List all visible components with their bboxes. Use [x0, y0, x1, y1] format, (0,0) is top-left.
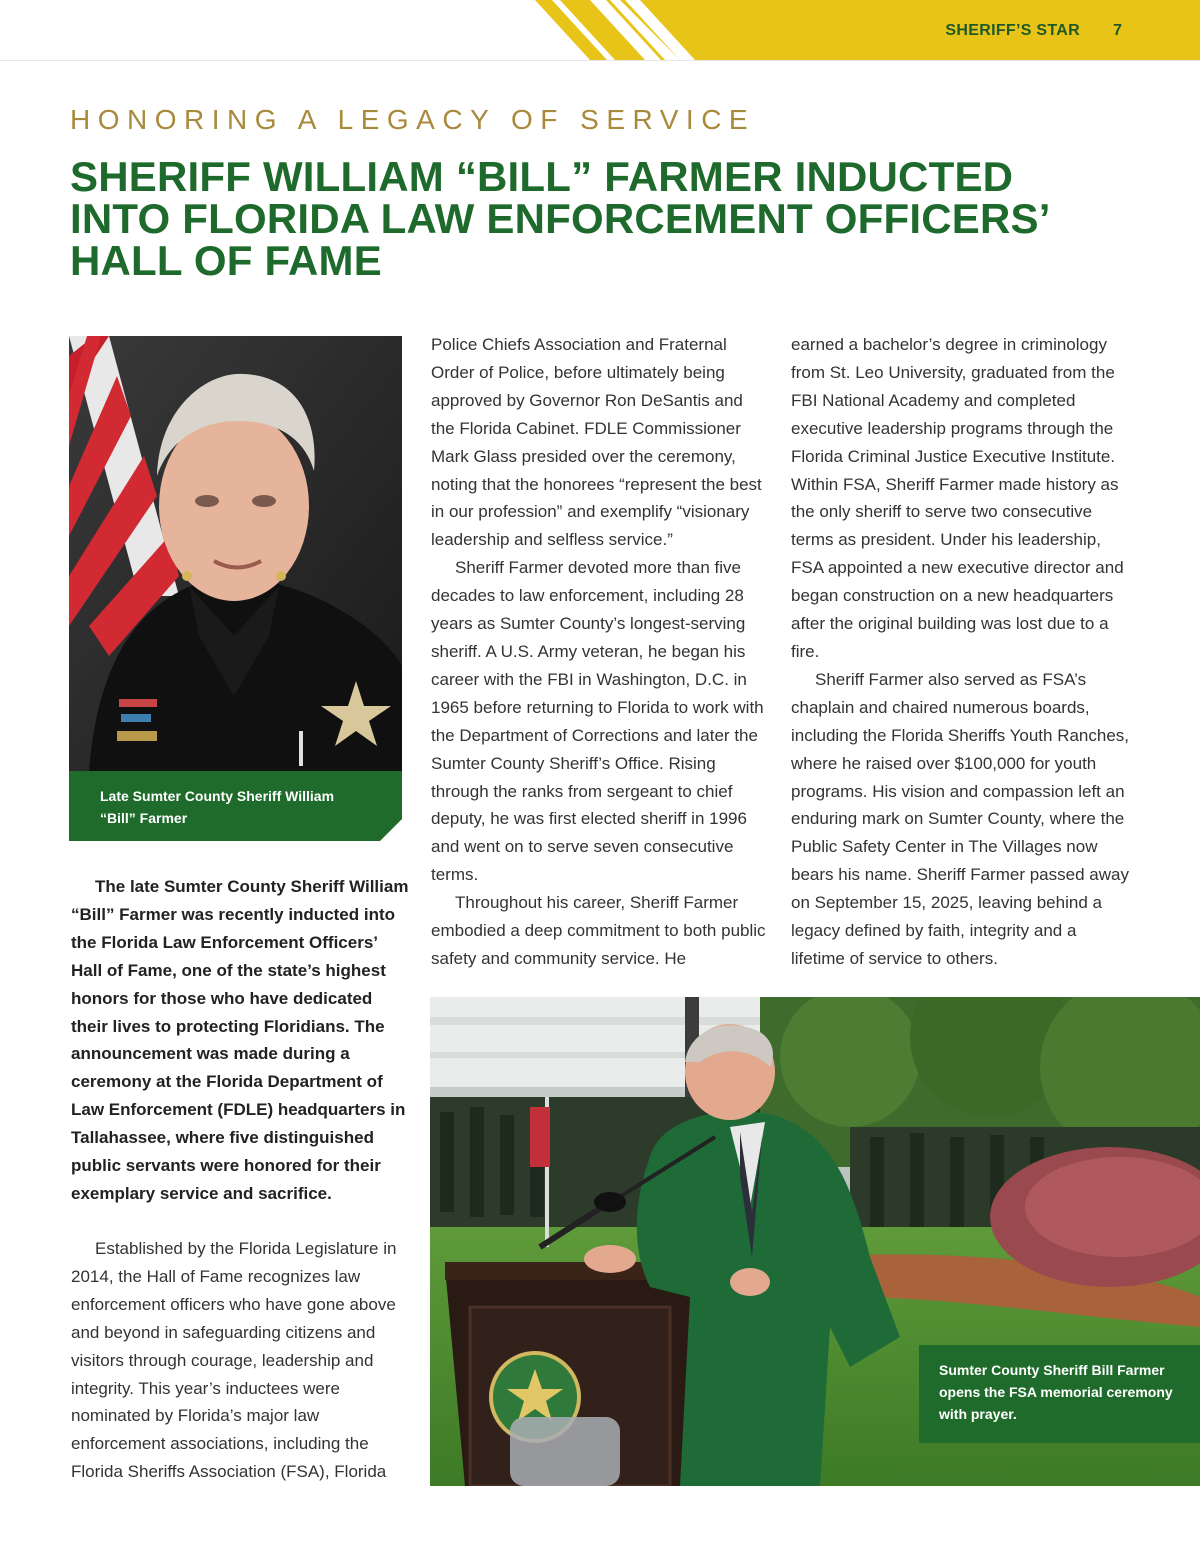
article-column-3	[791, 331, 1131, 973]
body-paragraph: Throughout his career, Sheriff Farmer embodied a deep commitment to both public safety and community service. He	[431, 893, 766, 968]
body-paragraph: earned a bachelor’s degree in criminology from St. Leo University, graduated from the FBI National Academy and completed executive leadership programs through the Florida Criminal Justice Executive Institute. Within FSA, Sheriff Farmer made history as the only sheriff to serve two consecutive terms as president. Under his leadership, FSA appointed a new executive director and began construction on a new headquarters after the original building was lost due to a fire.	[791, 335, 1124, 661]
article-column-1	[71, 1235, 411, 1486]
body-paragraph: Sheriff Farmer also served as FSA’s chaplain and chaired numerous boards, including the Florida Sheriffs Youth Ranches, where he raised over $100,000 for youth programs. His vision and compassion left an enduring mark on Sumter County, where the Public Safety Center in The Villages now bears his name. Sheriff Farmer passed away on September 15, 2025, leaving behind a legacy defined by faith, integrity and a lifetime of service to others.	[791, 669, 1130, 968]
body-paragraph: Police Chiefs Association and Fraternal Order of Police, before ultimately being approved by Governor Ron DeSantis and the Florida Cabinet. FDLE Commissioner Mark Glass presided over the ceremony, noting that the honorees “represent the best in our profession” and exemplify “visionary leadership and selfless service.”	[431, 335, 762, 550]
article-lead	[71, 873, 411, 1208]
headline-line: INTO FLORIDA LAW ENFORCEMENT OFFICERS’	[70, 195, 1051, 242]
sheriff-portrait-photo	[69, 336, 402, 772]
page-number: 7	[1113, 22, 1122, 39]
page-header	[0, 0, 1200, 61]
lead-paragraph: The late Sumter County Sheriff William “Bill” Farmer was recently inducted into the Florida Law Enforcement Officers’ Hall of Fame, one of the state’s highest honors for those who have dedicated their lives to protecting Floridians. The announcement was made during a ceremony at the Florida Department of Law Enforcement (FDLE) headquarters in Tallahassee, where five distinguished public servants were honored for their exemplary service and sacrifice.	[71, 877, 409, 1203]
article-column-2	[431, 331, 771, 973]
body-paragraph: Sheriff Farmer devoted more than five decades to law enforcement, including 28 years as Sumter County’s longest-serving sheriff. A U.S. Army veteran, he began his career with the FBI in Washington, D.C. in 1965 before returning to Florida to work with the Department of Corrections and later the Sumter County Sheriff’s Office. Rising through the ranks from sergeant to chief deputy, he was first elected sheriff in 1996 and went on to serve seven consecutive terms.	[431, 558, 764, 885]
ceremony-caption: Sumter County Sheriff Bill Farmer opens the FSA memorial ceremony with prayer.	[939, 1362, 1173, 1422]
body-paragraph: Established by the Florida Legislature in 2014, the Hall of Fame recognizes law enforcement officers who have gone above and beyond in safeguarding citizens and visitors through courage, leadership and integrity. This year’s inductees were nominated by Florida’s major law enforcement associations, including the Florida Sheriffs Association (FSA), Florida	[71, 1239, 397, 1482]
publication-title: SHERIFF’S STAR	[945, 22, 1080, 39]
portrait-caption: Late Sumter County Sheriff William “Bill” Farmer	[100, 788, 335, 826]
headline-line: HALL OF FAME	[70, 237, 382, 284]
headline-line: SHERIFF WILLIAM “BILL” FARMER INDUCTED	[70, 153, 1014, 200]
article-kicker: HONORING A LEGACY OF SERVICE	[70, 104, 756, 135]
article-headline	[70, 153, 1150, 284]
